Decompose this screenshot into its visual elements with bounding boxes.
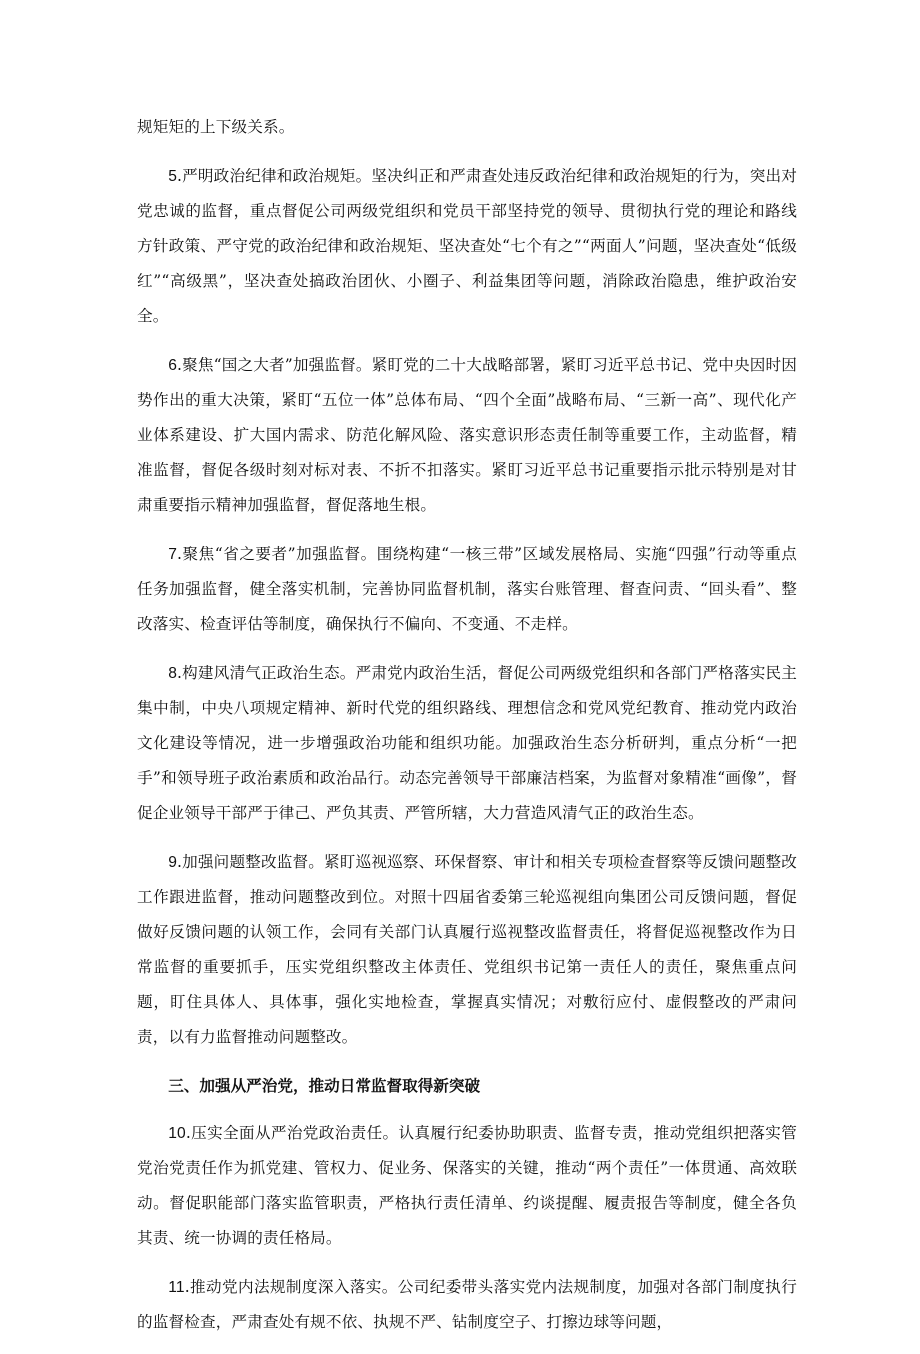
paragraph-text: .聚焦“省之要者”加强监督。围绕构建“一核三带”区域发展格局、实施“四强”行动等重点任务加强监督，健全落实机制，完善协同监督机制，落实台账管理、督查问责、“回头看”、整改落实、检查评估等制度，确保执行不偏向、不变通、不走样。: [137, 545, 797, 633]
item-number: 10: [168, 1125, 186, 1142]
item-number: 7: [168, 546, 178, 563]
paragraph-item-7: [137, 537, 797, 642]
item-number: 8: [168, 665, 178, 682]
paragraph-text: 规矩矩的上下级关系。: [137, 118, 295, 136]
item-number: 11: [168, 1279, 185, 1296]
paragraph-text: .加强问题整改监督。紧盯巡视巡察、环保督察、审计和相关专项检查督察等反馈问题整改工作跟进监督，推动问题整改到位。对照十四届省委第三轮巡视组向集团公司反馈问题，督促做好反馈问题的认领工作，会同有关部门认真履行巡视整改监督责任，将督促巡视整改作为日常监督的重要抓手，压实党组织整改主体责任、党组织书记第一责任人的责任，聚焦重点问题，盯住具体人、具体事，强化实地检查，掌握真实情况；对敷衍应付、虚假整改的严肃问责，以有力监督推动问题整改。: [137, 853, 797, 1046]
paragraph-continuation: [137, 110, 797, 145]
document-page: [137, 110, 797, 1354]
paragraph-text: .聚焦“国之大者”加强监督。紧盯党的二十大战略部署，紧盯习近平总书记、党中央因时因势作出的重大决策，紧盯“五位一体”总体布局、“四个全面”战略布局、“三新一高”、现代化产业体系建设、扩大国内需求、防范化解风险、落实意识形态责任制等重要工作，主动监督，精准监督，督促各级时刻对标对表、不折不扣落实。紧盯习近平总书记重要指示批示特别是对甘肃重要指示精神加强监督，督促落地生根。: [137, 356, 797, 514]
paragraph-item-11: [137, 1270, 797, 1340]
paragraph-item-5: [137, 159, 797, 334]
paragraph-item-9: [137, 845, 797, 1055]
paragraph-item-6: [137, 348, 797, 523]
paragraph-item-10: [137, 1116, 797, 1256]
item-number: 9: [168, 854, 178, 871]
paragraph-text: .压实全面从严治党政治责任。认真履行纪委协助职责、监督专责，推动党组织把落实管党治党责任作为抓党建、管权力、促业务、保落实的关键，推动“两个责任”一体贯通、高效联动。督促职能部门落实监管职责，严格执行责任清单、约谈提醒、履责报告等制度，健全各负其责、统一协调的责任格局。: [137, 1124, 797, 1247]
section-heading-3: 三、加强从严治党，推动日常监督取得新突破: [168, 1077, 481, 1095]
paragraph-item-8: [137, 656, 797, 831]
item-number: 6: [168, 357, 178, 374]
item-number: 5: [168, 168, 178, 185]
paragraph-text: .推动党内法规制度深入落实。公司纪委带头落实党内法规制度，加强对各部门制度执行的监督检查，严肃查处有规不依、执规不严、钻制度空子、打擦边球等问题，: [137, 1278, 797, 1331]
paragraph-text: .构建风清气正政治生态。严肃党内政治生活，督促公司两级党组织和各部门严格落实民主集中制，中央八项规定精神、新时代党的组织路线、理想信念和党风党纪教育、推动党内政治文化建设等情况，进一步增强政治功能和组织功能。加强政治生态分析研判，重点分析“一把手”和领导班子政治素质和政治品行。动态完善领导干部廉洁档案，为监督对象精准“画像”，督促企业领导干部严于律己、严负其责、严管所辖，大力营造风清气正的政治生态。: [137, 664, 797, 822]
paragraph-text: .严明政治纪律和政治规矩。坚决纠正和严肃查处违反政治纪律和政治规矩的行为，突出对党忠诚的监督，重点督促公司两级党组织和党员干部坚持党的领导、贯彻执行党的理论和路线方针政策、严守党的政治纪律和政治规矩、坚决查处“七个有之”“两面人”问题，坚决查处“低级红”“高级黑”，坚决查处搞政治团伙、小圈子、利益集团等问题，消除政治隐患，维护政治安全。: [137, 167, 797, 325]
